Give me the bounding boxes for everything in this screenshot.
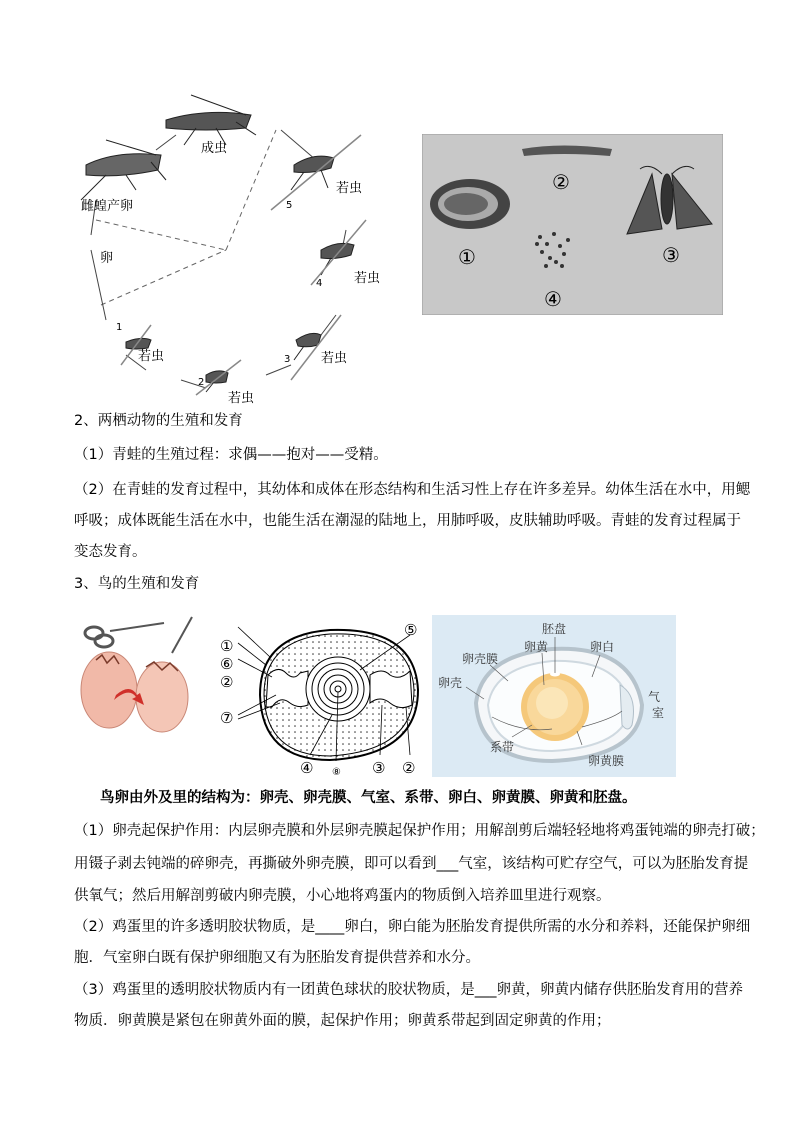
label-air-chamber-1: 气: [648, 690, 661, 704]
marker-5: ⑤: [404, 621, 418, 639]
marker-8: ⑧: [332, 767, 341, 777]
label-nymph-2: 若虫: [228, 391, 255, 406]
label-albumen: 卵白: [590, 640, 615, 654]
label-nymph-1: 若虫: [138, 349, 165, 364]
q3-line2: 物质．卵黄膜是紧包在卵黄外面的膜，起保护作用；卵黄系带起到固定卵黄的作用；: [74, 1013, 611, 1029]
q1-line2: 用镊子剥去钝端的碎卵壳，再撕破外卵壳膜，即可以看到___气室，该结构可贮存空气，可以为胚胎发育提: [74, 856, 749, 872]
marker-2-left: ②: [220, 673, 234, 691]
label-nymph-5: 若虫: [336, 181, 363, 196]
marker-6: ⑥: [220, 655, 234, 673]
marker-1: ①: [458, 245, 476, 269]
label-yolk-membrane: 卵黄膜: [588, 754, 625, 768]
label-egg: 卵: [100, 251, 114, 266]
marker-2: ②: [552, 170, 570, 194]
marker-7: ⑦: [220, 709, 234, 727]
marker-3: ③: [372, 759, 386, 777]
label-air-chamber-2: 室: [652, 706, 665, 720]
egg-cracking-figure: [74, 615, 204, 735]
q1-line3: 供氧气；然后用解剖剪破内卵壳膜，小心地将鸡蛋内的物质倒入培养皿里进行观察。: [74, 888, 611, 904]
stage-number-4: 4: [316, 278, 323, 289]
marker-3: ③: [662, 243, 680, 267]
stage-number-1: 1: [116, 322, 123, 333]
label-adult: 成虫: [201, 141, 228, 156]
marker-2-right: ②: [402, 759, 416, 777]
section2-heading: 2、两栖动物的生殖和发育: [74, 413, 243, 429]
silkworm-lifecycle-figure: [422, 134, 723, 315]
locust-lifecycle-figure: [66, 90, 396, 410]
q2-line1: （2）鸡蛋里的许多透明胶状物质，是____卵白，卵白能为胚胎发育提供所需的水分和养料，还能保护卵细: [74, 919, 751, 935]
section2-p2-line2: 呼吸；成体既能生活在水中，也能生活在潮湿的陆地上，用肺呼吸，皮肤辅助呼吸。青蛙的发育过程属于: [74, 513, 741, 529]
adult-locust-icon: [166, 95, 256, 145]
structure-summary: 鸟卵由外及里的结构为：卵壳、卵壳膜、气室、系带、卵白、卵黄膜、卵黄和胚盘。: [100, 790, 637, 806]
section2-p1: （1）青蛙的生殖过程：求偶——抱对——受精。: [74, 447, 388, 463]
section2-p2-line1: （2）在青蛙的发育过程中，其幼体和成体在形态结构和生活习性上存在许多差异。幼体生活在水中，用鳃: [74, 482, 751, 498]
egg-labeled-figure: [432, 615, 676, 777]
section2-p2-line3: 变态发育。: [74, 544, 147, 560]
section3-heading: 3、鸟的生殖和发育: [74, 576, 200, 592]
q3-line1: （3）鸡蛋里的透明胶状物质内有一团黄色球状的胶状物质，是___卵黄，卵黄内储存供胚胎发育用的营养: [74, 982, 743, 998]
marker-4: ④: [300, 759, 314, 777]
egg-right-icon: [136, 662, 188, 732]
label-shell: 卵壳: [438, 676, 463, 690]
label-nymph-3: 若虫: [321, 351, 348, 366]
marker-1: ①: [220, 637, 234, 655]
scissors-icon: [85, 623, 164, 647]
label-germ-disc: 胚盘: [542, 622, 567, 636]
cocoon-icon: [430, 179, 510, 229]
stage-number-3: 3: [284, 354, 291, 365]
stage-number-5: 5: [286, 200, 293, 211]
label-yolk: 卵黄: [524, 640, 549, 654]
tweezers-icon: [172, 617, 192, 653]
q1-line1: （1）卵壳起保护作用：内层卵壳膜和外层卵壳膜起保护作用；用解剖剪后端轻轻地将鸡蛋钝端的卵壳打破；: [74, 823, 765, 839]
q2-line2: 胞．气室卵白既有保护卵细胞又有为胚胎发育提供营养和水分。: [74, 950, 480, 966]
label-laying: 雌蝗产卵: [81, 199, 134, 214]
marker-4: ④: [544, 287, 562, 311]
label-nymph-4: 若虫: [354, 271, 381, 286]
label-chalaza: 系带: [490, 740, 515, 754]
laying-locust-icon: [81, 140, 166, 200]
stage-number-2: 2: [198, 377, 205, 388]
label-shell-membrane: 卵壳膜: [462, 652, 499, 666]
egg-structure-diagram: [220, 615, 430, 777]
